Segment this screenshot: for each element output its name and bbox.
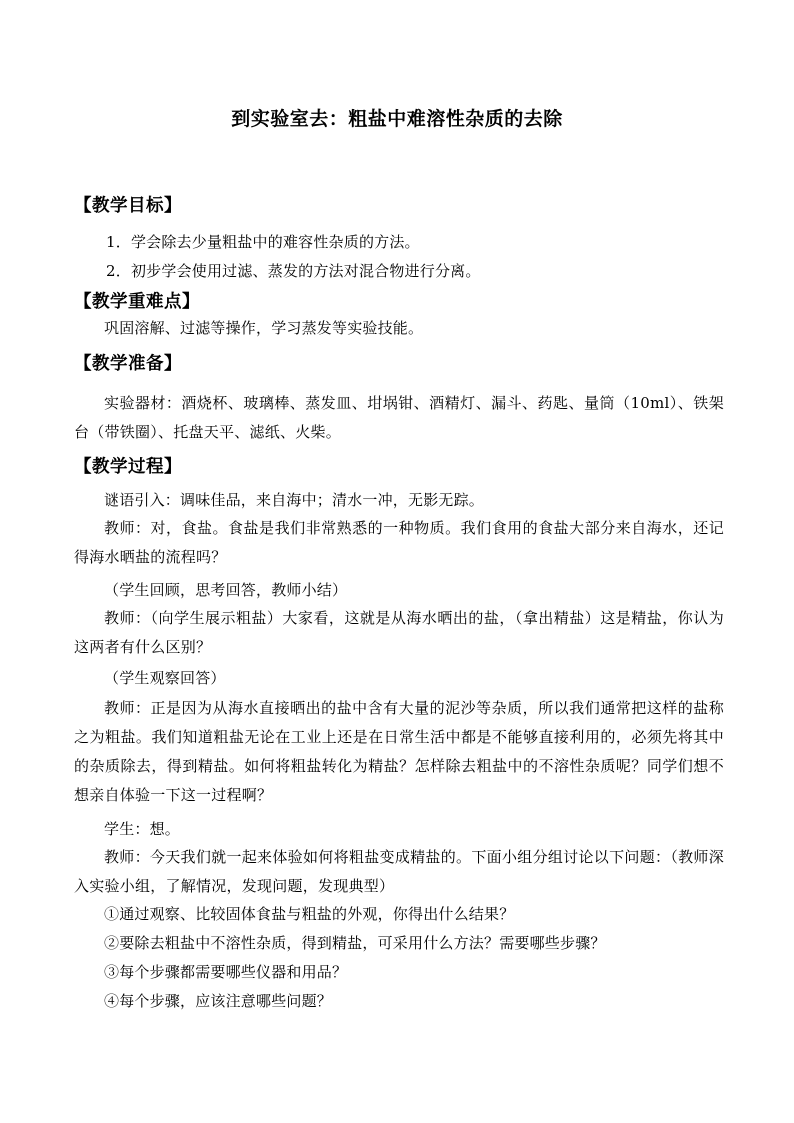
process-paragraph: 教师：对，食盐。食盐是我们非常熟悉的一种物质。我们食用的食盐大部分来自海水，还记得海水晒盐的流程吗？: [74, 519, 724, 566]
discussion-question: ④每个步骤，应该注意哪些问题？: [104, 992, 333, 1010]
process-heading: 【教学过程】: [74, 457, 182, 477]
preparation-text: 实验器材：酒烧杯、玻璃棒、蒸发皿、坩埚钳、酒精灯、漏斗、药匙、量筒（10ml）、铁架台（带铁圈）、托盘天平、滤纸、火柴。: [74, 394, 724, 441]
process-paragraph: 教师：正是因为从海水直接晒出的盐中含有大量的泥沙等杂质，所以我们通常把这样的盐称之为粗盐。我们知道粗盐无论在工业上还是在日常生活中都是不能够直接利用的，必须先将其中的杂质除去，得到精盐。如何将粗盐转化为精盐？怎样除去粗盐中的不溶性杂质呢？同学们想不想亲自体验一下这一过程啊？: [74, 699, 724, 804]
objectives-heading: 【教学目标】: [74, 196, 182, 216]
process-paragraph: （学生回顾，思考回答，教师小结）: [104, 581, 348, 599]
process-paragraph: 教师：今天我们就一起来体验如何将粗盐变成精盐的。下面小组分组讨论以下问题：（教师深入实验小组，了解情况，发现问题，发现典型）: [74, 848, 724, 895]
page-title: 到实验室去：粗盐中难溶性杂质的去除: [231, 108, 563, 130]
process-paragraph: 学生：想。: [104, 820, 181, 838]
discussion-question: ③每个步骤都需要哪些仪器和用品？: [104, 963, 348, 981]
process-paragraph: 谜语引入：调味佳品，来自海中；清水一冲，无影无踪。: [104, 491, 485, 509]
process-paragraph: 教师：（向学生展示粗盐）大家看，这就是从海水晒出的盐，（拿出精盐）这是精盐，你认为这两者有什么区别？: [74, 609, 724, 656]
discussion-question: ②要除去粗盐中不溶性杂质，得到精盐，可采用什么方法？需要哪些步骤？: [104, 934, 606, 952]
discussion-question: ①通过观察、比较固体食盐与粗盐的外观，你得出什么结果？: [104, 905, 515, 923]
process-paragraph: （学生观察回答）: [104, 669, 226, 687]
key-points-text: 巩固溶解、过滤等操作，学习蒸发等实验技能。: [104, 319, 424, 337]
preparation-heading: 【教学准备】: [74, 354, 182, 374]
objective-item-1: 1．学会除去少量粗盐中的难容性杂质的方法。: [106, 233, 420, 251]
objective-item-2: 2．初步学会使用过滤、蒸发的方法对混合物进行分离。: [106, 262, 481, 280]
key-points-heading: 【教学重难点】: [74, 292, 200, 312]
